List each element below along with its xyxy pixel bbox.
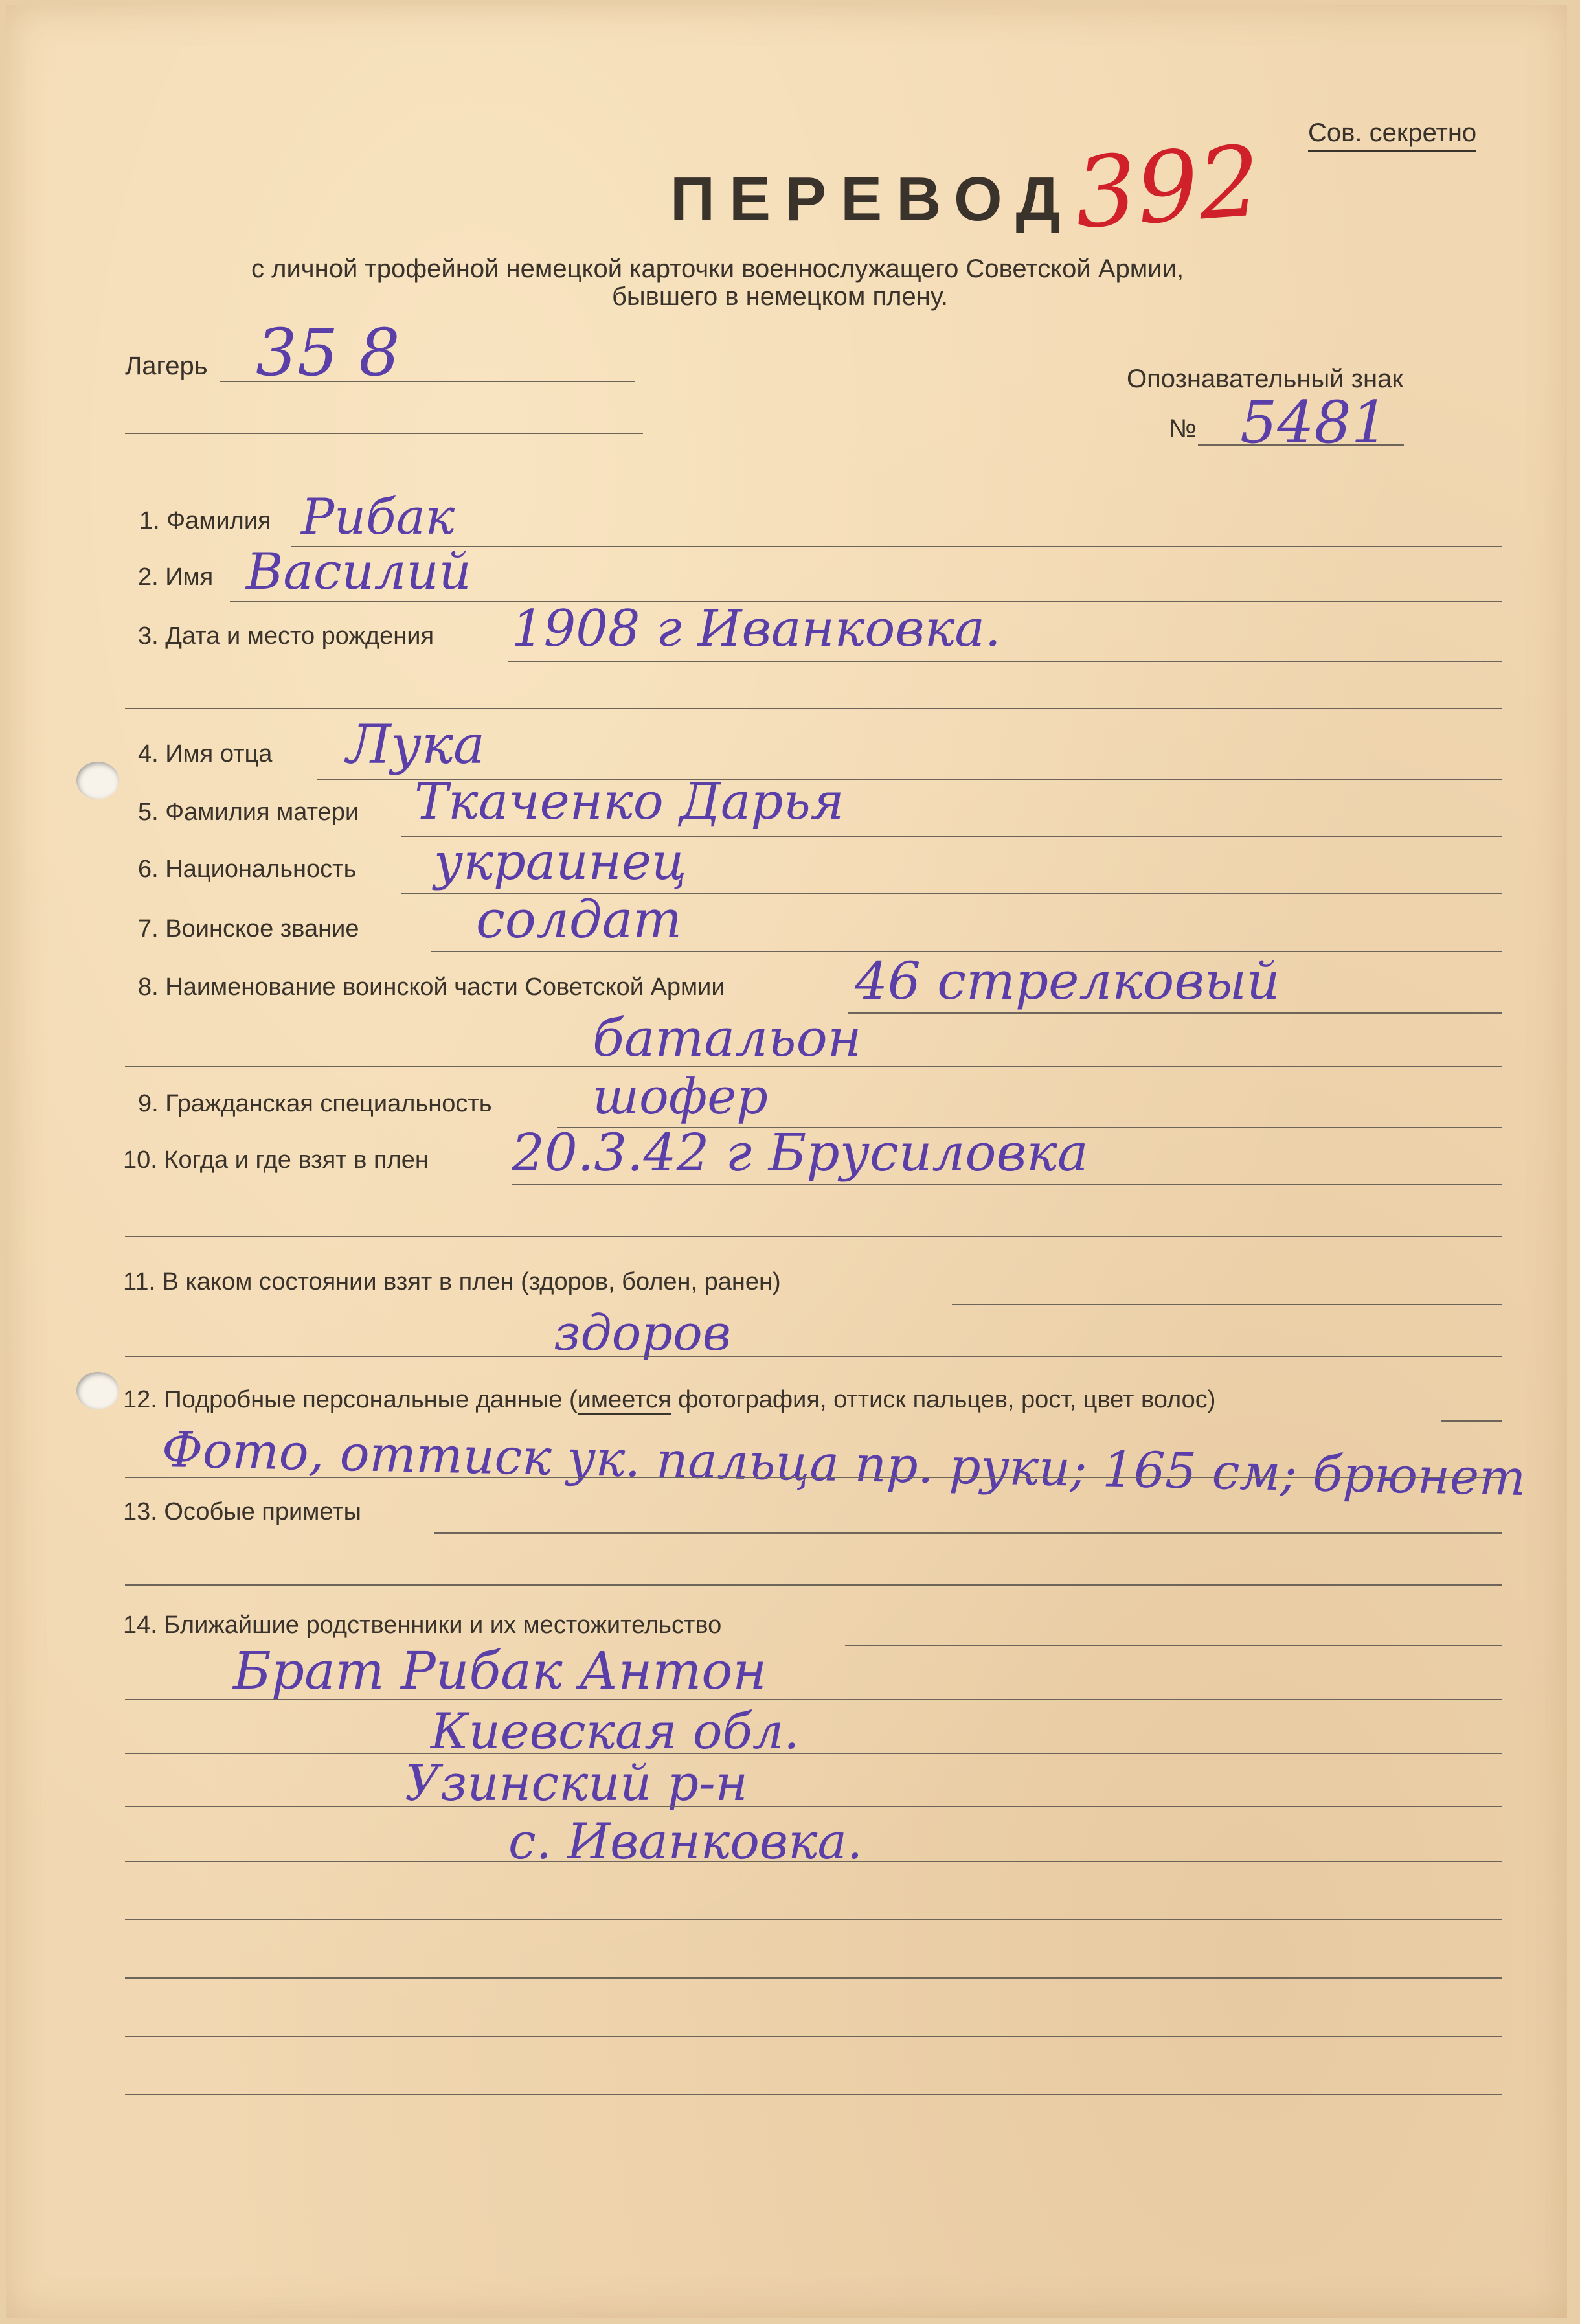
field-6-label: 6. Национальность bbox=[138, 856, 357, 883]
field-11-line-2 bbox=[125, 1356, 1502, 1357]
field-14-line-2 bbox=[125, 1699, 1502, 1700]
field-8-line bbox=[848, 1012, 1502, 1014]
field-8-value-2: батальон bbox=[592, 1008, 862, 1068]
document-sheet bbox=[6, 5, 1567, 2318]
field-4-label: 4. Имя отца bbox=[138, 740, 273, 768]
field-14-line-3 bbox=[125, 1753, 1502, 1754]
field-7-label: 7. Воинское звание bbox=[138, 915, 359, 942]
field-12-label-end: фотография, оттиск пальцев, рост, цвет волос) bbox=[671, 1386, 1216, 1413]
field-14-line-5 bbox=[125, 1861, 1502, 1862]
field-14-line-9 bbox=[125, 2094, 1502, 2095]
field-9-value: шофер bbox=[592, 1067, 768, 1125]
field-6-value: украинец bbox=[434, 833, 687, 891]
subtitle-line-1: с личной трофейной немецкой карточки военнослужащего Советской Армии, bbox=[251, 255, 1184, 283]
field-10-line bbox=[512, 1184, 1502, 1185]
field-10-value: 20.3.42 г Брусиловка bbox=[512, 1122, 1089, 1183]
field-3-line-2 bbox=[125, 708, 1502, 709]
classification-label: Сов. секретно bbox=[1308, 119, 1476, 152]
field-5-label: 5. Фамилия матери bbox=[138, 799, 359, 826]
field-3-label: 3. Дата и место рождения bbox=[138, 622, 435, 650]
punch-hole-bottom bbox=[76, 1372, 119, 1409]
field-13-line-2 bbox=[125, 1584, 1502, 1586]
field-14-label: 14. Ближайшие родственники и их местожительство bbox=[123, 1612, 722, 1639]
id-number-value: 5481 bbox=[1240, 389, 1389, 457]
field-1-value: Рибак bbox=[301, 488, 455, 545]
field-14-line-4 bbox=[125, 1806, 1502, 1807]
field-12-label-start: 12. Подробные персональные данные ( bbox=[123, 1386, 578, 1413]
stamp-number: 392 bbox=[1071, 125, 1265, 251]
field-13-label: 13. Особые приметы bbox=[123, 1498, 361, 1525]
field-14-line bbox=[845, 1645, 1502, 1646]
field-12-line bbox=[1441, 1420, 1502, 1422]
document-title: ПЕРЕВОД bbox=[670, 165, 1074, 234]
id-number-label: № bbox=[1169, 415, 1197, 443]
field-12-label-underlined: имеется bbox=[577, 1386, 672, 1413]
field-3-value: 1908 г Иванковка. bbox=[512, 600, 1001, 658]
field-2-label: 2. Имя bbox=[138, 564, 214, 591]
id-tag-label: Опознавательный знак bbox=[1127, 365, 1403, 393]
field-14-line-8 bbox=[125, 2036, 1502, 2037]
field-1-label: 1. Фамилия bbox=[139, 507, 271, 534]
camp-label: Лагерь bbox=[125, 352, 208, 380]
camp-line-2 bbox=[125, 433, 643, 434]
field-12-label bbox=[123, 1386, 1215, 1414]
field-12-value: Фото, оттиск ук. пальца пр. руки; 165 см; брюнет bbox=[161, 1420, 1527, 1507]
punch-hole-top bbox=[76, 762, 119, 799]
subtitle-line-2: бывшего в немецком плену. bbox=[612, 282, 948, 311]
field-1-line bbox=[291, 546, 1502, 547]
camp-value: 35 8 bbox=[256, 315, 400, 391]
field-14-line-7 bbox=[125, 1977, 1502, 1979]
field-5-value: Ткаченко Дарья bbox=[414, 773, 844, 831]
field-11-value: здоров bbox=[554, 1304, 732, 1361]
field-10-label: 10. Когда и где взят в плен bbox=[123, 1146, 429, 1174]
field-10-line-2 bbox=[125, 1236, 1502, 1237]
field-11-line bbox=[952, 1304, 1502, 1305]
field-11-label: 11. В каком состоянии взят в плен (здоров, болен, ранен) bbox=[123, 1268, 781, 1295]
relative-line-4: с. Иванковка. bbox=[508, 1812, 863, 1870]
field-4-value: Лука bbox=[346, 714, 485, 776]
relative-line-1: Брат Рибак Антон bbox=[233, 1641, 767, 1701]
field-14-line-6 bbox=[125, 1919, 1502, 1920]
field-8-value: 46 стрелковый bbox=[855, 951, 1280, 1011]
field-13-line bbox=[434, 1532, 1502, 1534]
field-3-line bbox=[508, 661, 1502, 662]
relative-line-2: Киевская обл. bbox=[431, 1702, 800, 1760]
field-9-label: 9. Гражданская специальность bbox=[138, 1090, 492, 1117]
field-7-value: солдат bbox=[476, 889, 683, 950]
field-8-label: 8. Наименование воинской части Советской Армии bbox=[138, 974, 725, 1001]
relative-line-3: Узинский р-н bbox=[405, 1754, 748, 1812]
field-2-value: Василий bbox=[246, 543, 471, 601]
field-12-line-2 bbox=[125, 1477, 1502, 1478]
